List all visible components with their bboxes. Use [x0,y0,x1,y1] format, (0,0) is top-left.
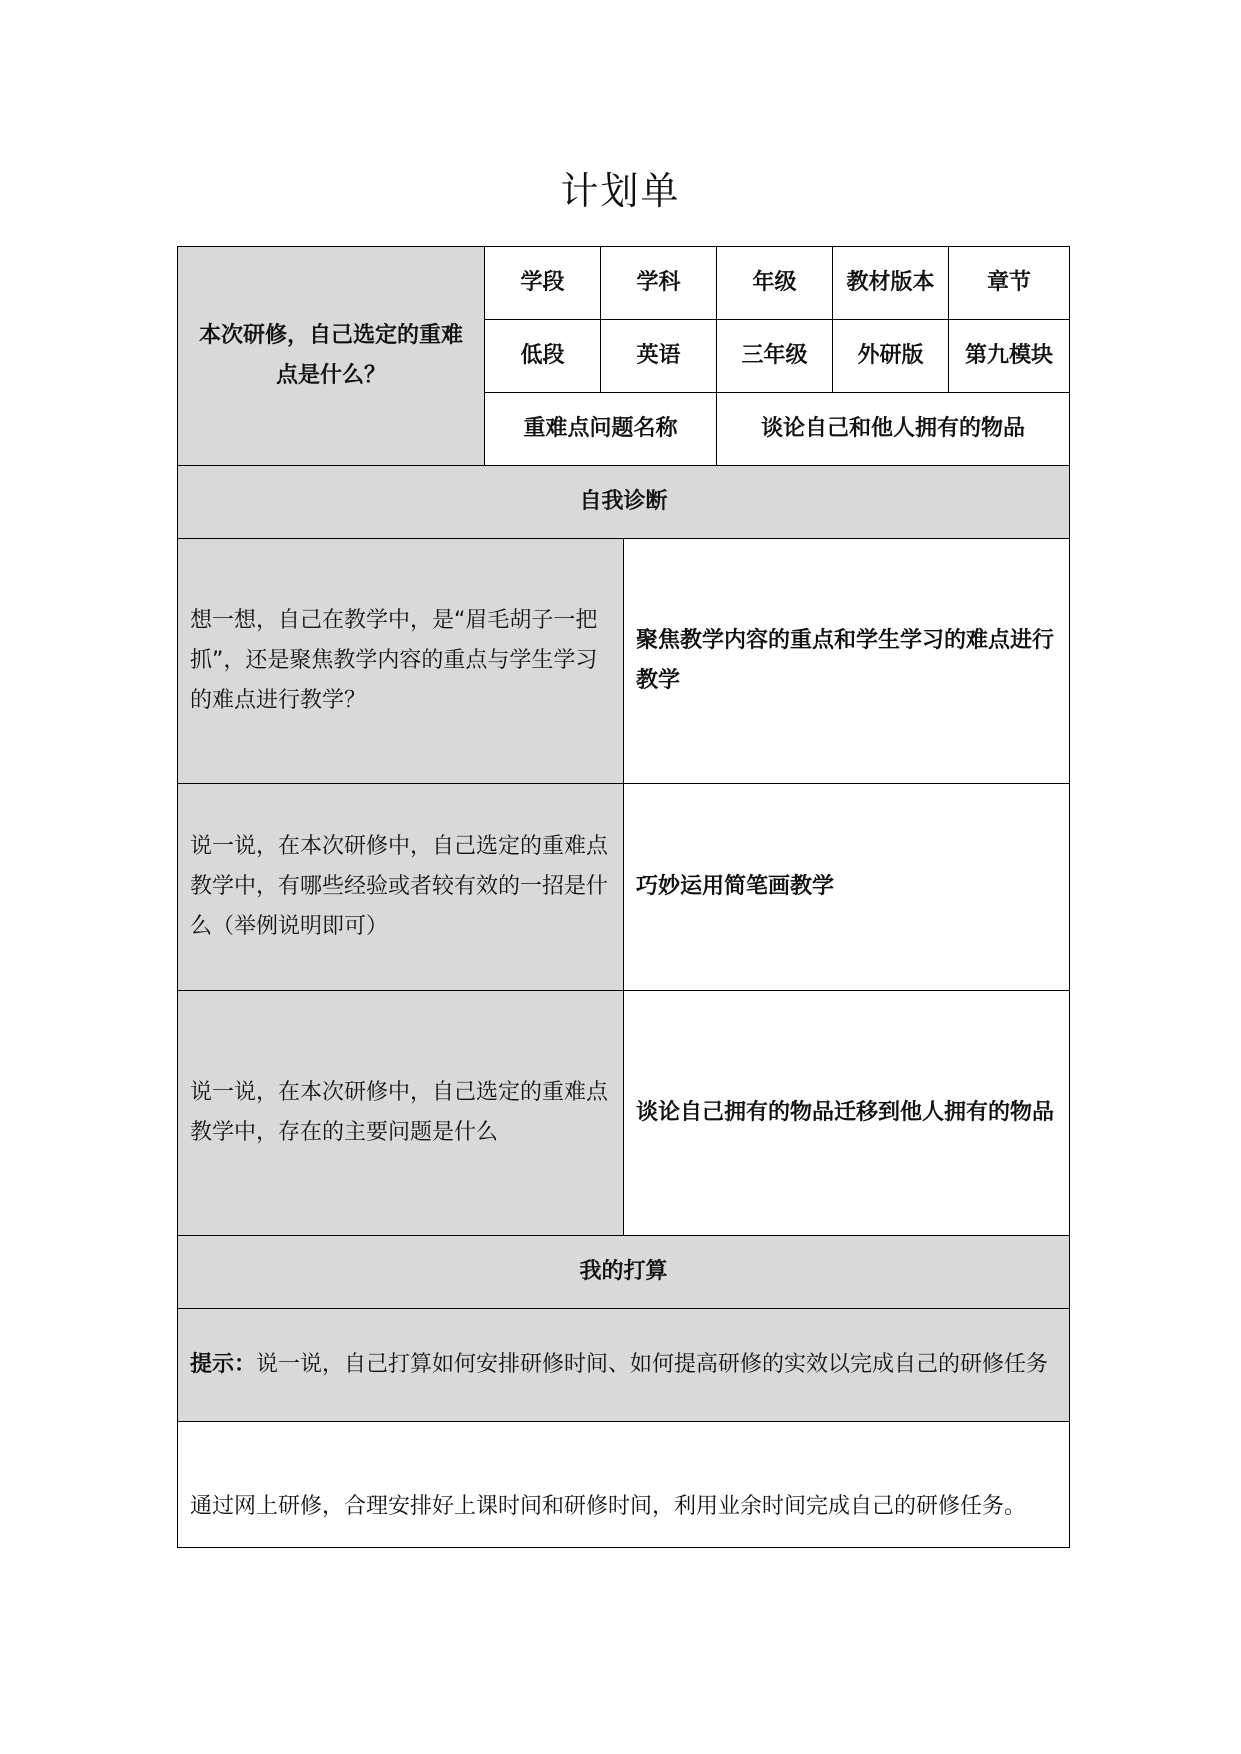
diagnosis-answer-1: 聚焦教学内容的重点和学生学习的难点进行教学 [623,538,1070,784]
label-textbook: 教材版本 [832,246,949,320]
plan-heading: 我的打算 [177,1235,1070,1309]
value-chapter: 第九模块 [948,319,1070,393]
topic-label: 重难点问题名称 [484,392,717,466]
label-grade: 年级 [716,246,833,320]
page-title: 计划单 [560,169,681,213]
plan-answer: 通过网上研修，合理安排好上课时间和研修时间，利用业余时间完成自己的研修任务。 [177,1421,1070,1548]
diagnosis-answer-2: 巧妙运用简笔画教学 [623,783,1070,991]
value-subject: 英语 [600,319,717,393]
plan-hint [177,1308,1070,1422]
value-stage: 低段 [484,319,601,393]
diagnosis-prompt-1: 想一想，自己在教学中，是“眉毛胡子一把抓”，还是聚焦教学内容的重点与学生学习的难点进行教学？ [177,538,624,784]
label-chapter: 章节 [948,246,1070,320]
label-subject: 学科 [600,246,717,320]
plan-hint-label: 提示： [190,1352,257,1377]
topic-value: 谈论自己和他人拥有的物品 [716,392,1070,466]
value-textbook: 外研版 [832,319,949,393]
plan-table [177,246,1070,1548]
question-cell: 本次研修，自己选定的重难点是什么？ [177,246,485,466]
label-stage: 学段 [484,246,601,320]
plan-hint-text: 说一说，自己打算如何安排研修时间、如何提高研修的实效以完成自己的研修任务 [256,1352,1049,1377]
value-grade: 三年级 [716,319,833,393]
diagnosis-answer-3: 谈论自己拥有的物品迁移到他人拥有的物品 [623,990,1070,1236]
diagnosis-prompt-2: 说一说，在本次研修中，自己选定的重难点教学中，有哪些经验或者较有效的一招是什么（举例说明即可） [177,783,624,991]
diagnosis-prompt-3: 说一说，在本次研修中，自己选定的重难点教学中，存在的主要问题是什么 [177,990,624,1236]
diagnosis-heading: 自我诊断 [177,465,1070,539]
